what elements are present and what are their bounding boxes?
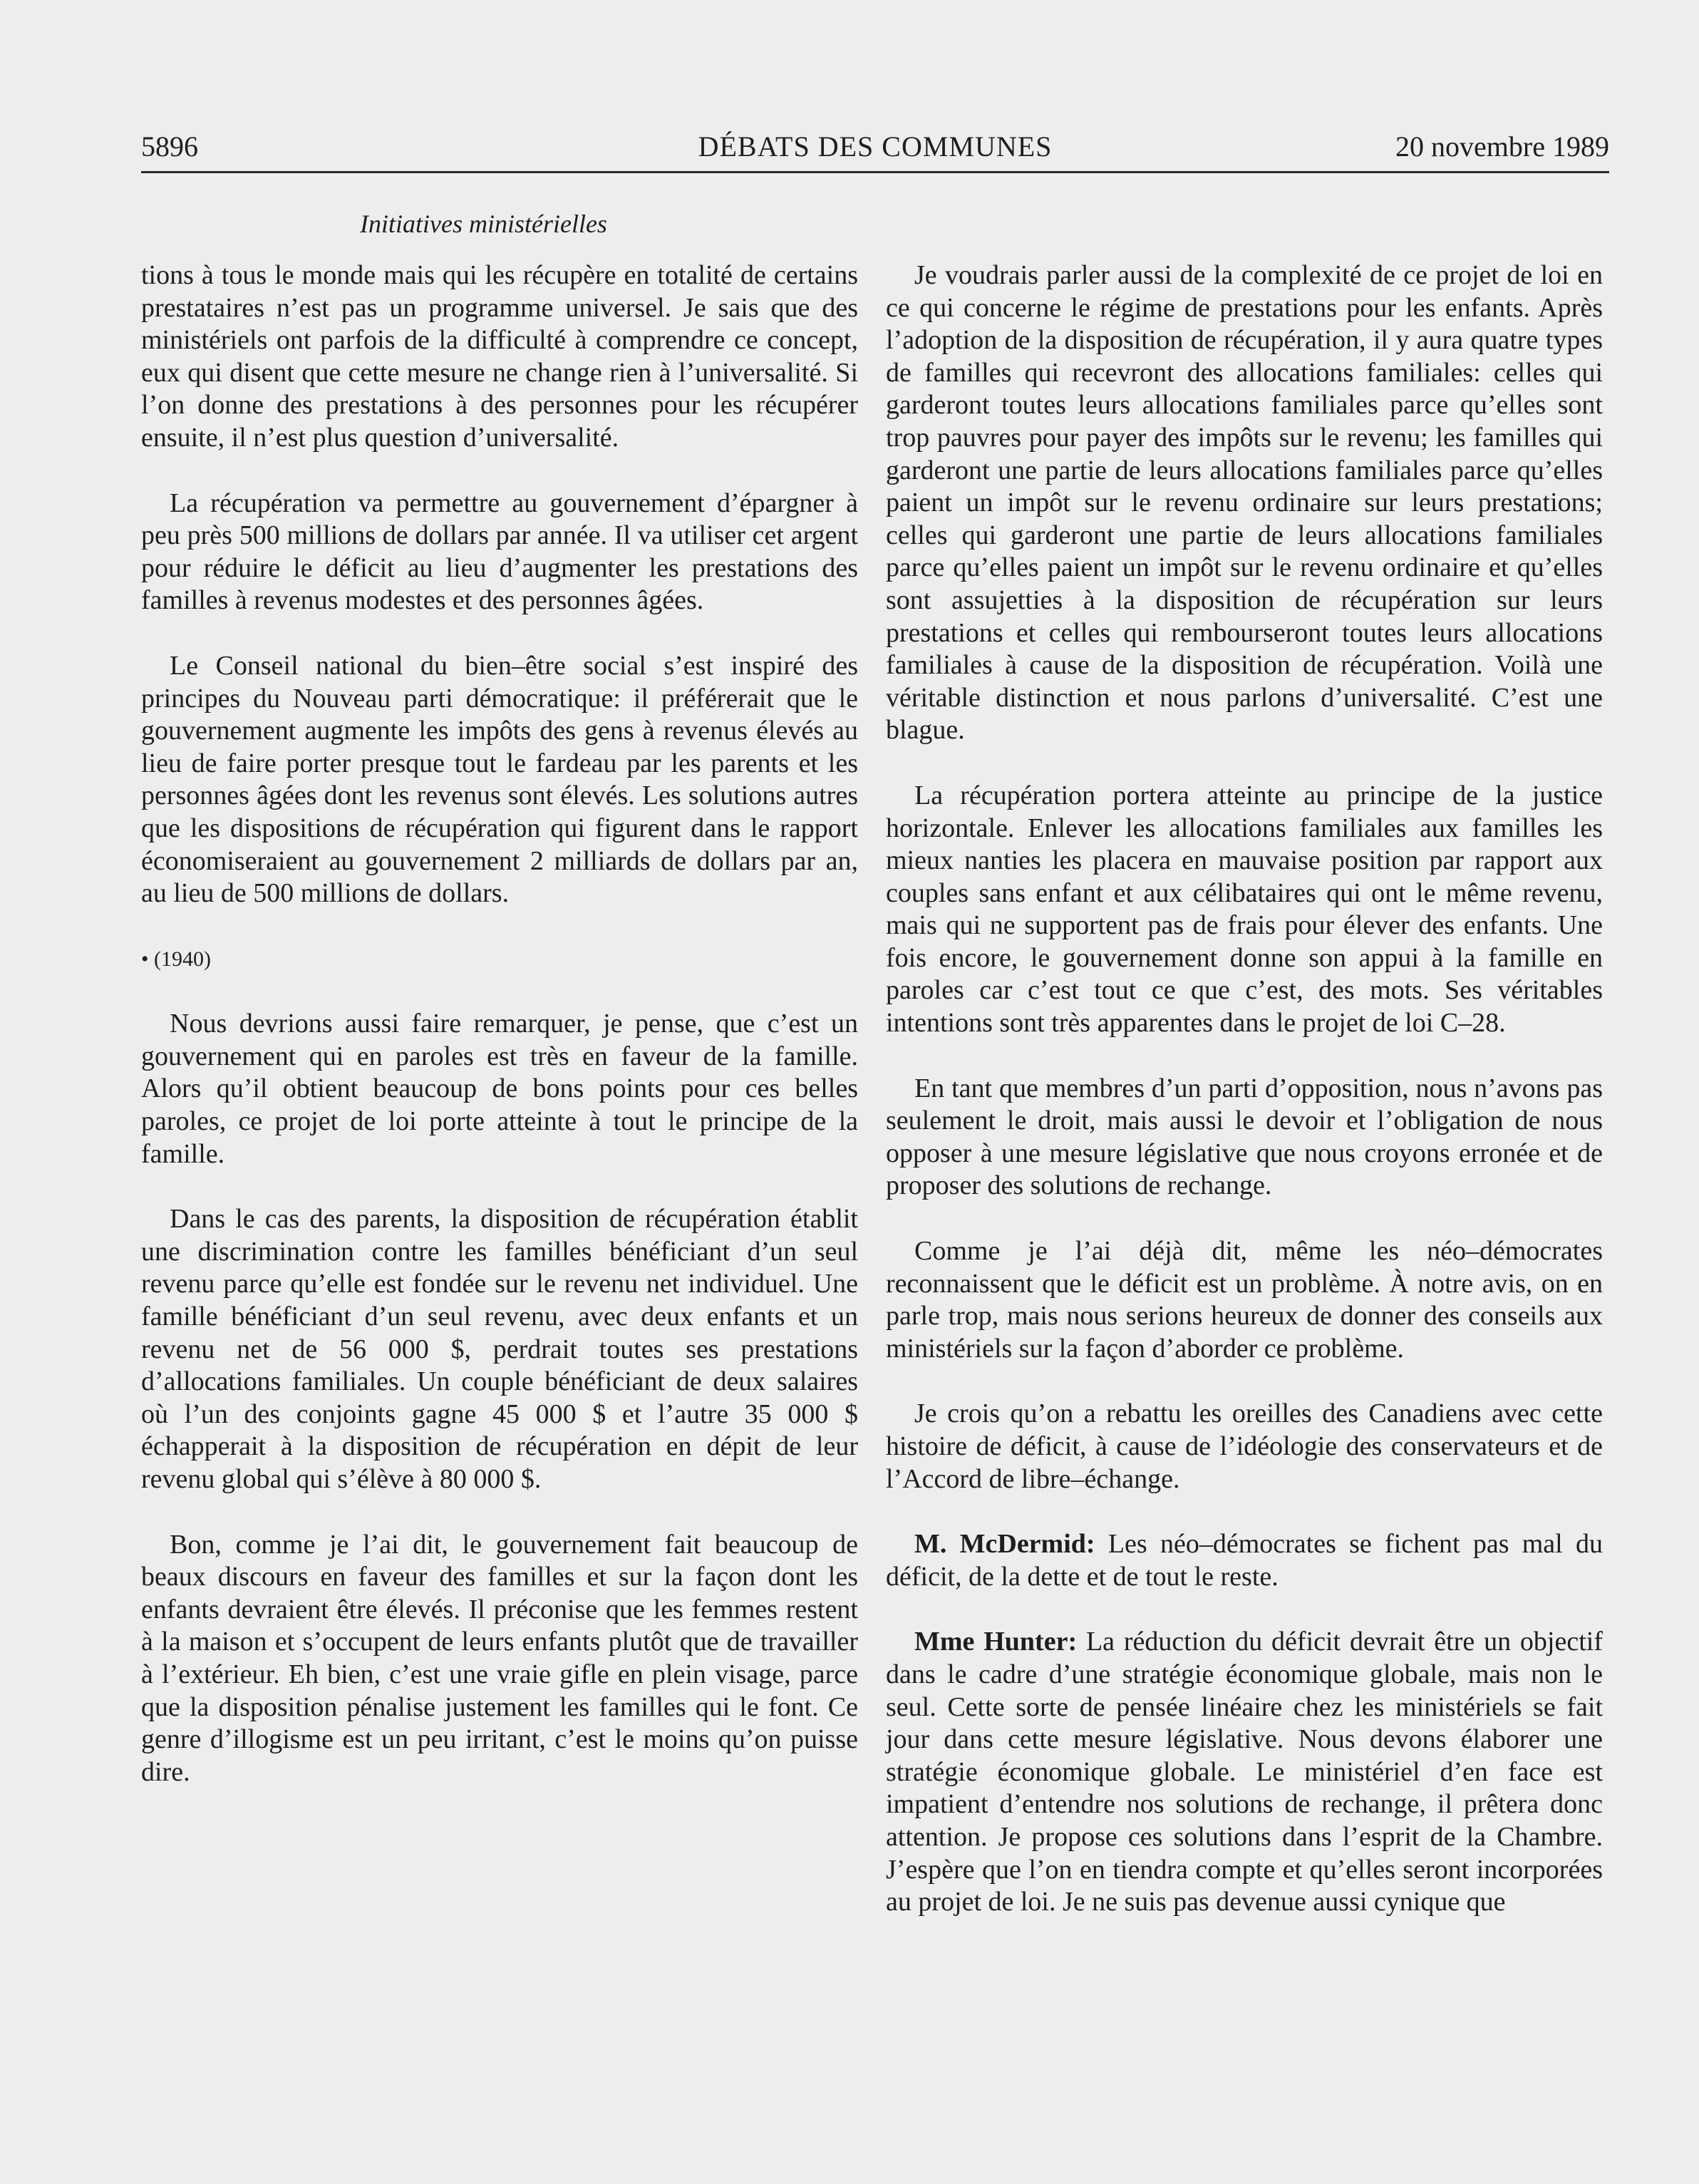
section-title: Initiatives ministérielles <box>360 210 607 238</box>
time-marker-text: (1940) <box>154 947 211 971</box>
left-column <box>141 259 858 1821</box>
paragraph: Le Conseil national du bien–être social s’est inspiré des principes du Nouveau parti démocratique: il préférerait que le gouvernement augmente les impôts des gens à revenus élevés au lieu de faire porter presque tout le fardeau par les parents et les personnes âgées dont les revenus sont élevés. Les solutions autres que les dispositions de récupération qui figurent dans le rapport économiseraient au gouvernement 2 milliards de dollars par an, au lieu de 500 millions de dollars. <box>141 650 858 909</box>
page-header <box>141 128 1609 172</box>
speaker-name: M. McDermid: <box>914 1529 1095 1560</box>
time-marker <box>141 943 858 976</box>
speech-text: La réduction du déficit devrait être un objectif dans le cadre d’une stratégie économique globale, mais non le seul. Cette sorte de pensée linéaire chez les ministériels se fait jour dans cette mesure législative. Nous devons élaborer une stratégie économique globale. Le ministériel d’en face est impatient d’entendre nos solutions de rechange, il prêtera donc attention. Je propose ces solutions dans l’esprit de la Chambre. J’espère que l’on en tiendra compte et qu’elles seront incorporées au projet de loi. Je ne suis pas devenue aussi cynique que <box>886 1627 1603 1917</box>
paragraph: Comme je l’ai déjà dit, même les néo–démocrates reconnaissent que le déficit est un problème. À notre avis, on en parle trop, mais nous serions heureux de donner des conseils aux ministériels sur la façon d’aborder ce problème. <box>886 1236 1603 1364</box>
right-column <box>886 259 1603 1952</box>
journal-title: DÉBATS DES COMMUNES <box>698 130 1053 163</box>
paragraph: La récupération portera atteinte au principe de la justice horizontale. Enlever les allocations familiales aux familles les mieux nanties les placera en mauvaise position par rapport aux couples sans enfant et aux célibataires qui ont le même revenu, mais qui ne supportent pas de frais pour élever des enfants. Une fois encore, le gouvernement donne son appui à la famille en paroles car c’est tout ce que c’est, des mots. Ses véritables intentions sont très apparentes dans le projet de loi C–28. <box>886 780 1603 1039</box>
bullet-icon: • <box>141 947 149 971</box>
paragraph: Dans le cas des parents, la disposition de récupération établit une discrimination contre les familles bénéficiant d’un seul revenu parce qu’elle est fondée sur le revenu net individuel. Une famille bénéficiant d’un seul revenu, avec deux enfants et un revenu net de 56 000 $, perdrait toutes ses prestations d’allocations familiales. Un couple bénéficiant de deux salaires où l’un des conjoints gagne 45 000 $ et l’autre 35 000 $ échapperait à la disposition de récupération en dépit de leur revenu global qui s’élève à 80 000 $. <box>141 1204 858 1494</box>
speaker-paragraph <box>886 1528 1603 1593</box>
speaker-name: Mme Hunter: <box>914 1627 1078 1657</box>
paragraph: La récupération va permettre au gouvernement d’épargner à peu près 500 millions de dollars par année. Il va utiliser cet argent pour réduire le déficit au lieu d’augmenter les prestations des familles à revenus modestes et des personnes âgées. <box>141 488 858 616</box>
paragraph: Je voudrais parler aussi de la complexité de ce projet de loi en ce qui concerne le régime de prestations pour les enfants. Après l’adoption de la disposition de récupération, il y aura quatre types de familles qui recevront des allocations familiales: celles qui garderont toutes leurs allocations familiales parce qu’elles sont trop pauvres pour payer des impôts sur le revenu; les familles qui garderont une partie de leurs allocations familiales parce qu’elles paient un impôt sur le revenu ordinaire sur leurs prestations; celles qui garderont une partie de leurs allocations familiales parce qu’elles paient un impôt sur le revenu ordinaire et qu’elles sont assujetties à la disposition de récupération sur leurs prestations et celles qui rembourseront toutes leurs allocations familiales à cause de la disposition de récupération. Voilà une véritable distinction et nous parlons d’universalité. C’est une blague. <box>886 260 1603 746</box>
paragraph: Je crois qu’on a rebattu les oreilles des Canadiens avec cette histoire de déficit, à cause de l’idéologie des conservateurs et de l’Accord de libre–échange. <box>886 1399 1603 1494</box>
sitting-date: 20 novembre 1989 <box>1395 130 1609 163</box>
paragraph: Bon, comme je l’ai dit, le gouvernement fait beaucoup de beaux discours en faveur des familles et sur la façon dont les enfants devraient être élevés. Il préconise que les femmes restent à la maison et s’occupent de leurs enfants plutôt que de travailler à l’extérieur. Eh bien, c’est une vraie gifle en plein visage, parce que la disposition pénalise justement les familles qui le font. Ce genre d’illogisme est un peu irritant, c’est le moins qu’on puisse dire. <box>141 1529 858 1787</box>
paragraph: En tant que membres d’un parti d’opposition, nous n’avons pas seulement le droit, mais aussi le devoir et l’obligation de nous opposer à une mesure législative que nous croyons erronée et de proposer des solutions de rechange. <box>886 1073 1603 1201</box>
paragraph: Nous devrions aussi faire remarquer, je pense, que c’est un gouvernement qui en paroles est très en faveur de la famille. Alors qu’il obtient beaucoup de bons points pour ces belles paroles, ce projet de loi porte atteinte à tout le principe de la famille. <box>141 1009 858 1169</box>
page-number: 5896 <box>141 130 198 163</box>
speaker-paragraph <box>886 1626 1603 1918</box>
header-rule <box>141 171 1609 173</box>
speech-text: Les néo–démocrates se fichent pas mal du déficit, de la dette et de tout le reste. <box>886 1529 1604 1592</box>
paragraph: tions à tous le monde mais qui les récupère en totalité de certains prestataires n’est pas un programme universel. Je sais que des ministériels ont parfois de la difficulté à comprendre ce concept, eux qui disent que cette mesure ne change rien à l’universalité. Si l’on donne des prestations à des personnes pour les récupérer ensuite, il n’est plus question d’universalité. <box>141 260 858 453</box>
